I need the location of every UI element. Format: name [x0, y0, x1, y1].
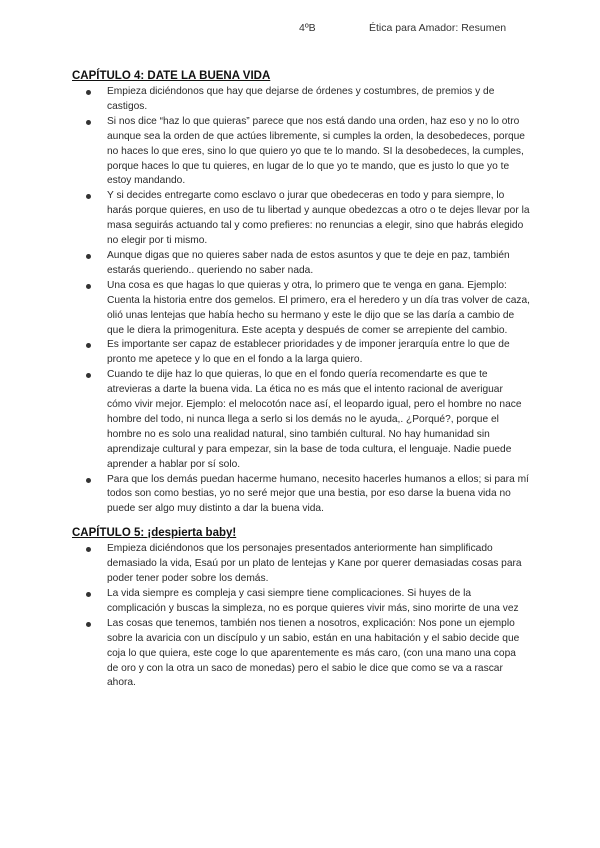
bullet-icon: [86, 622, 91, 627]
list-item-text: Empieza diciéndonos que hay que dejarse de órdenes y costumbres, de premios y de castigos.: [107, 86, 495, 112]
list-item-text: Si nos dice “haz lo que quieras” parece que nos está dando una orden, haz eso y no lo otro aunque sea la orden de que actúes libremente, si cumples la orden, la desobedeces, porque no haces lo que eres, sino lo que quiero yo que te lo mando. SI la desobedeces, la cumples, porque haces lo que tu quieres, en lugar de lo que yo te mando, que es justo lo que yo te estoy mandando.: [107, 115, 525, 187]
header-title: Ética para Amador: Resumen: [369, 22, 507, 34]
page-header: [0, 22, 600, 36]
chapter-4-list: [72, 85, 530, 517]
list-item-text: Las cosas que tenemos, también nos tienen a nosotros, explicación: Nos pone un ejemplo sobre la avaricia con un discípulo y un sabio, están en una habitación y el sabio decide que coja lo que quiera, este coge lo que aparentemente es más caro, (con una mano una copa de oro y con la otra un saco de monedas) pero el sabio le dice que como se va a rascar ahora.: [107, 617, 520, 689]
bullet-icon: [86, 373, 91, 378]
list-item: [72, 189, 530, 249]
list-item: [72, 249, 530, 279]
bullet-icon: [86, 343, 91, 348]
list-item-text: Una cosa es que hagas lo que quieras y otra, lo primero que te venga en gana. Ejemplo: Cuenta la historia entre dos gemelos. El primero, era el heredero y un día tras volver de caza, olió unas lentejas que había hecho su hermano y este le dijo que se las daría a cambio de que le diera la primogenitura. Este acepta y después de comer se arrepiente del cambio.: [107, 279, 531, 336]
list-item: [72, 473, 530, 518]
chapter-5-heading: CAPÍTULO 5: ¡despierta baby!: [72, 527, 237, 540]
chapter-5-list: [72, 542, 530, 691]
bullet-icon: [86, 284, 91, 289]
list-item: [72, 115, 530, 190]
list-item-text: Es importante ser capaz de establecer prioridades y de imponer jerarquía entre lo que de pronto me apetece y lo que en el fondo a la larga quiero.: [107, 339, 510, 366]
list-item: [72, 85, 530, 115]
list-item: [72, 587, 530, 617]
list-item: [72, 279, 530, 339]
list-item-text: La vida siempre es compleja y casi siempre tiene complicaciones. Si huyes de la complicación y buscas la simpleza, no es porque quieres vivir más, sino morirte de una vez: [107, 588, 519, 614]
bullet-icon: [86, 254, 91, 259]
list-item-text: Y si decides entregarte como esclavo o jurar que obedeceras en todo y para siempre, lo harás porque quieres, en uso de tu libertad y aunque obedezcas a otro o te dejes llevar por la masa seguirás actuando tal y como prefieres: no renuncias a elegir, sino que habrás elegido no elegir por ti mismo.: [107, 190, 530, 247]
list-item-text: Para que los demás puedan hacerme humano, necesito hacerles humanos a ellos; si para mí todos son como bestias, yo no seré mejor que una bestia, por eso darse la buena vida no puede ser algo muy distinto a dar la buena vida.: [107, 473, 529, 515]
list-item-text: Aunque digas que no quieres saber nada de estos asuntos y que te deje en paz, también estarás queriendo.. queriendo no saber nada.: [107, 249, 510, 276]
bullet-icon: [86, 120, 91, 125]
list-item: [72, 542, 530, 587]
bullet-icon: [86, 478, 91, 483]
list-item: [72, 368, 530, 472]
document-body: [72, 70, 530, 691]
header-grade: 4ºB: [299, 22, 316, 34]
list-item-text: Cuando te dije haz lo que quieras, lo que en el fondo quería recomendarte es que te atrevieras a darte la buena vida. La ética no es más que el intento racional de averiguar cómo vivir mejor. Ejemplo: el melocotón nace así, el leopardo igual, pero el hombre no nace hombre del todo, ni nunca llega a serlo si los demás no le ayuda,. ¿Porqué?, porque el hombre no es solo una realidad natural, sino también cultural. No hay humanidad sin aprendizaje cultural y para empezar, sin la base de toda cultura, el lenguaje. Nadie puede aprender a hablar por sí solo.: [107, 369, 522, 470]
bullet-icon: [86, 592, 91, 597]
bullet-icon: [86, 90, 91, 95]
bullet-icon: [86, 547, 91, 552]
list-item-text: Empieza diciéndonos que los personajes presentados anteriormente han simplificado demasiado la vida, Esaú por un plato de lentejas y Kane por querer demasiadas cosas para poder tener poder sobre los demás.: [107, 543, 522, 585]
chapter-4-heading: CAPÍTULO 4: DATE LA BUENA VIDA: [72, 70, 271, 82]
list-item: [72, 617, 530, 692]
bullet-icon: [86, 194, 91, 199]
list-item: [72, 338, 530, 368]
